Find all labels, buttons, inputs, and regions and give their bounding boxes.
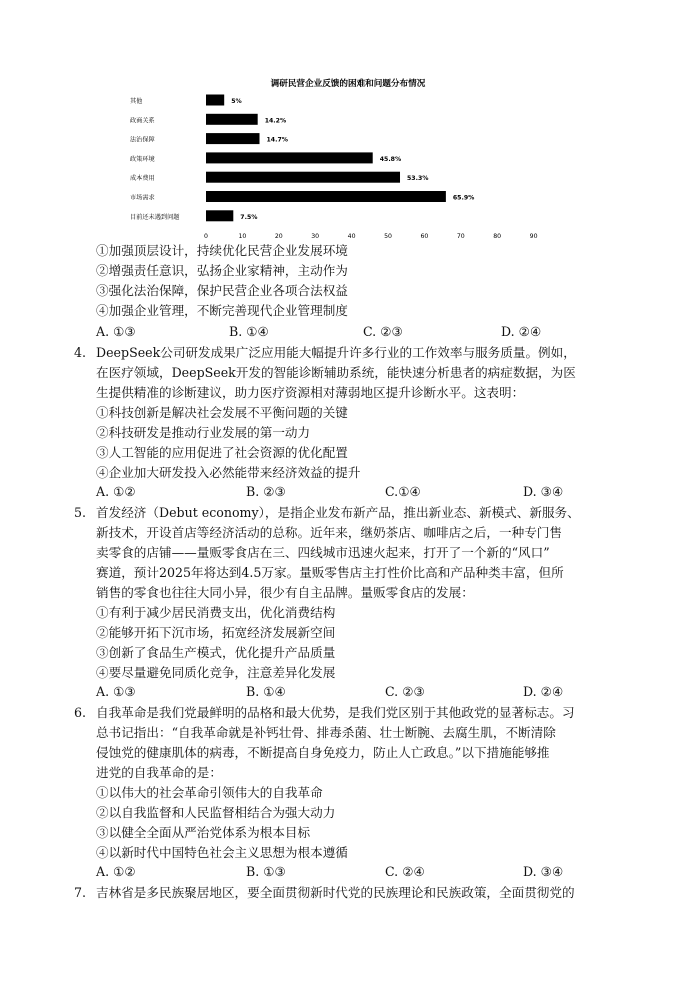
q5-stem-line: 卖零食的店铺——量贩零食店在三、四线城市迅速火起来，打开了一个新的“风口” [96, 545, 550, 560]
x-tick-label: 80 [493, 232, 502, 240]
bar [206, 114, 258, 125]
q5-stem-line: 赛道，预计2025年将达到4.5万家。量贩零售店主打性价比高和产品种类丰富，但所 [96, 565, 564, 580]
category-label: 其他 [130, 98, 143, 105]
q3-choice-a: A. ①③ [96, 324, 136, 339]
x-tick-label: 30 [311, 232, 320, 240]
q6-option-3: ③以健全全面从严治党体系为根本目标 [96, 825, 311, 840]
q4-choices [96, 482, 696, 502]
q6-choice-d: D. ③④ [523, 864, 564, 879]
category-label: 政策环境 [130, 155, 155, 163]
q6-choice-c: C. ②④ [385, 864, 425, 879]
q6-stem-line: 侵蚀党的健康肌体的病毒，不断提高自身免疫力，防止人亡政息。”以下措施能够推 [96, 745, 550, 760]
chart-title: 调研民营企业反馈的困难和问题分布情况 [270, 79, 426, 89]
q6-choice-b: B. ①③ [246, 864, 286, 879]
category-label: 政商关系 [130, 117, 155, 125]
q5-choices [96, 682, 696, 702]
data-label: 65.9% [452, 194, 475, 202]
data-label: 5% [231, 98, 242, 105]
q5-option-3: ③创新了食品生产模式，优化提升产品质量 [96, 645, 336, 660]
q4-choice-b: B. ②③ [246, 484, 286, 499]
q3-option-4: ④加强企业管理，不断完善现代企业管理制度 [96, 303, 348, 318]
q4-option-2: ②科技研发是推动行业发展的第一动力 [96, 425, 311, 440]
q3-option-3: ③强化法治保障，保护民营企业各项合法权益 [96, 283, 348, 298]
bar [206, 210, 233, 221]
q5-choice-c: C. ②③ [385, 684, 425, 699]
q6-number: 6. [74, 705, 87, 720]
q6-stem-line: 自我革命是我们党最鲜明的品格和最大优势，是我们党区别于其他政党的显著标志。习 [96, 705, 575, 720]
q4-choice-c: C.①④ [385, 484, 421, 499]
data-label: 53.3% [407, 175, 429, 183]
q5-choice-b: B. ①④ [246, 684, 286, 699]
q7-number: 7. [74, 885, 87, 900]
bar [206, 191, 446, 202]
q3-choice-d: D. ②④ [501, 324, 542, 339]
q4-choice-d: D. ③④ [523, 484, 564, 499]
q6-option-2: ②以自我监督和人民监督相结合为强大动力 [96, 805, 336, 820]
q5-option-1: ①有利于减少居民消费支出，优化消费结构 [96, 605, 336, 620]
category-label: 目前还未遇到问题 [130, 213, 180, 221]
q6-option-4: ④以新时代中国特色社会主义思想为根本遵循 [96, 845, 348, 860]
q6-choice-a: A. ①② [96, 864, 136, 879]
q3-option-2: ②增强责任意识，弘扬企业家精神，主动作为 [96, 263, 348, 278]
q6-option-1: ①以伟大的社会革命引领伟大的自我革命 [96, 785, 323, 800]
data-label: 7.5% [240, 213, 258, 221]
category-label: 成本费用 [130, 175, 155, 183]
q5-choice-d: D. ②④ [523, 684, 564, 699]
q4-option-1: ①科技创新是解决社会发展不平衡问题的关键 [96, 405, 348, 420]
q4-stem-line: 在医疗领域，DeepSeek开发的智能诊断辅助系统，能快速分析患者的病症数据，为医 [96, 365, 576, 380]
q4-option-4: ④企业加大研发投入必然能带来经济效益的提升 [96, 465, 361, 480]
q4-option-3: ③人工智能的应用促进了社会资源的优化配置 [96, 445, 348, 460]
x-tick-label: 60 [420, 232, 429, 240]
bar [206, 172, 400, 183]
data-label: 14.2% [264, 117, 287, 125]
data-label: 45.8% [379, 155, 402, 163]
bar [206, 152, 373, 163]
q5-choice-a: A. ①③ [96, 684, 136, 699]
category-label: 市场需求 [130, 194, 155, 202]
x-tick-label: 50 [384, 232, 392, 240]
q3-choice-b: B. ①④ [229, 324, 269, 339]
q7-stem-line: 吉林省是多民族聚居地区，要全面贯彻新时代党的民族理论和民族政策，全面贯彻党的 [96, 885, 575, 900]
q4-number: 4. [74, 345, 87, 360]
x-tick-label: 40 [347, 232, 356, 240]
q4-choice-a: A. ①② [96, 484, 136, 499]
q5-option-2: ②能够开拓下沉市场，拓宽经济发展新空间 [96, 625, 336, 640]
q3-choices [96, 322, 696, 342]
q5-stem-line: 新技术，开设首店等经济活动的总称。近年来，继奶茶店、咖啡店之后，一种专门售 [96, 525, 562, 540]
x-tick-label: 70 [456, 232, 465, 240]
q6-choices [96, 862, 696, 882]
x-tick-label: 90 [529, 232, 538, 240]
x-tick-label: 10 [238, 232, 247, 240]
q6-stem-line: 进党的自我革命的是： [96, 765, 222, 780]
q5-option-4: ④要尽量避免同质化竞争，注意差异化发展 [96, 665, 336, 680]
q4-stem-line: 生提供精准的诊断建议，助力医疗资源相对薄弱地区提升诊断水平。这表明： [96, 385, 525, 400]
bar-chart [130, 70, 550, 242]
q5-stem-line: 销售的零食也往往大同小异，很少有自主品牌。量贩零食店的发展： [96, 585, 474, 600]
x-tick-label: 20 [274, 232, 283, 240]
data-label: 14.7% [266, 136, 288, 144]
q5-number: 5. [74, 505, 87, 520]
q6-stem-line: 总书记指出：“自我革命就是补钙壮骨、排毒杀菌、壮士断腕、去腐生肌，不断清除 [96, 725, 556, 740]
bar [206, 95, 224, 106]
q3-choice-c: C. ②③ [363, 324, 403, 339]
bar [206, 133, 260, 144]
category-label: 法治保障 [130, 136, 155, 144]
x-tick-label: 0 [204, 232, 208, 240]
q5-stem-line: 首发经济（Debut economy），是指企业发布新产品，推出新业态、新模式、新服务、 [96, 505, 580, 520]
q4-stem-line: DeepSeek公司研发成果广泛应用能大幅提升许多行业的工作效率与服务质量。例如， [96, 345, 576, 360]
q3-option-1: ①加强顶层设计，持续优化民营企业发展环境 [96, 243, 348, 258]
